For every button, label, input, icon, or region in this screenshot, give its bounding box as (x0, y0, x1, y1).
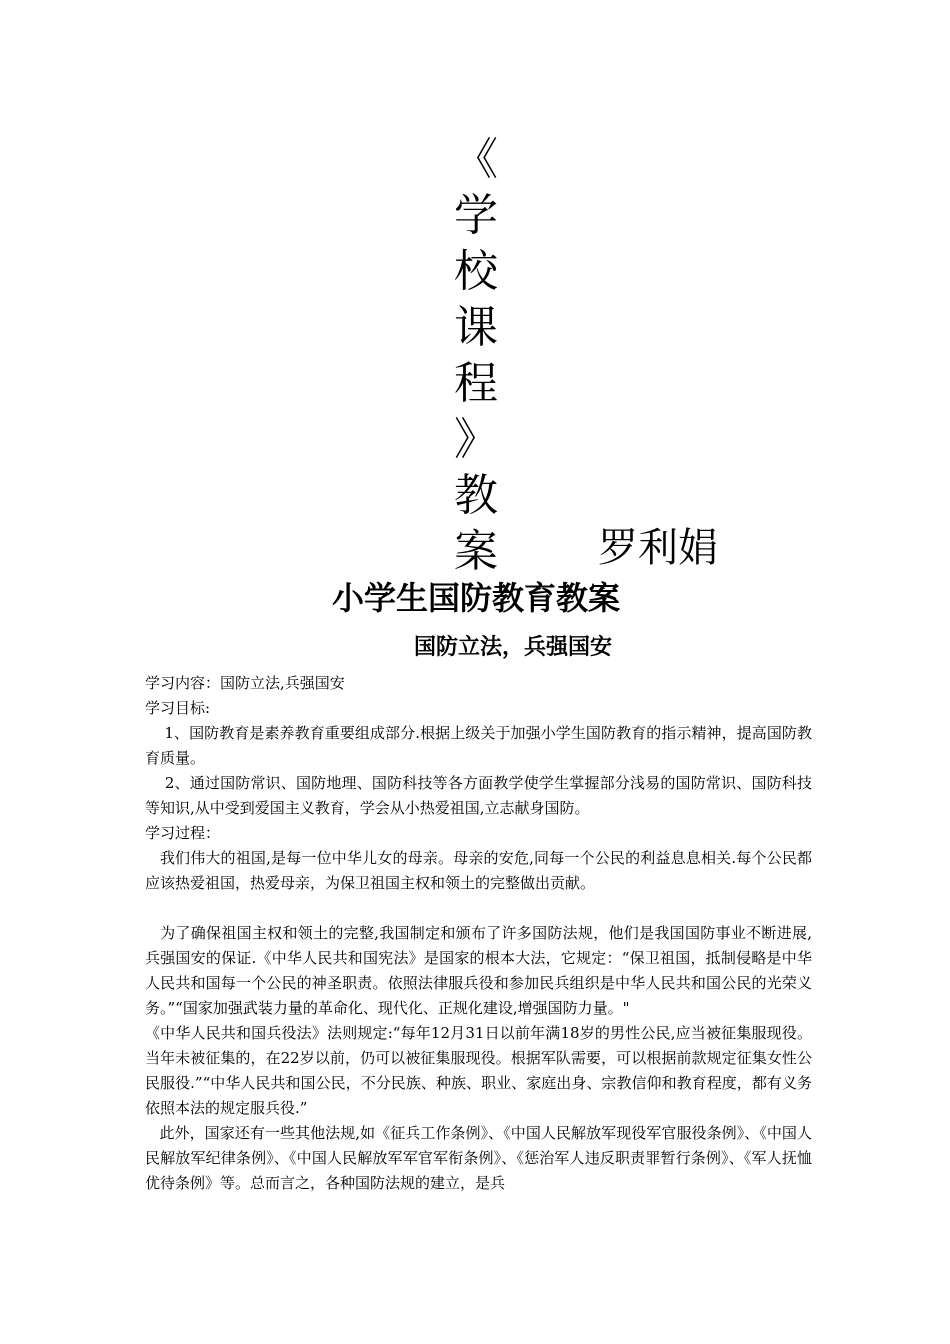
title-char: 程 (454, 358, 498, 409)
goal-item: 1、国防教育是素养教育重要组成部分.根据上级关于加强小学生国防教育的指示精神，提高国防教育质量。 (145, 724, 812, 767)
title-char: 《 (454, 134, 498, 185)
body-paragraph: 此外，国家还有一些其他法规,如《征兵工作条例》、《中国人民解放军现役军官服役条例》、《中国人民解放军纪律条例》、《中国人民解放军军官军衔条例》、《惩治军人违反职责罪暂行条例》、《军人抚恤优待条例》等。总而言之，各种国防法规的建立，是兵 (145, 1124, 812, 1192)
title-char: 课 (454, 302, 498, 353)
body-paragraph: 为了确保祖国主权和领土的完整,我国制定和颁布了许多国防法规，他们是我国国防事业不断进展,兵强国安的保证.《中华人民共和国宪法》是国家的根本大法，它规定：“保卫祖国，抵制侵略是中华人民共和国每一个公民的神圣职责。依照法律服兵役和参加民兵组织是中华人民共和国公民的光荣义务。”“国家加强武装力量的革命化、现代化、正规化建设,增强国防力量。" (145, 924, 812, 1017)
title-char: 校 (454, 246, 498, 297)
cover-vertical-title (446, 132, 506, 580)
title-char: 案 (454, 526, 498, 577)
page-title: 小学生国防教育教案 (331, 579, 620, 617)
page-subtitle: 国防立法，兵强国安 (414, 635, 613, 660)
goals-heading: 学习目标: (145, 699, 211, 717)
document-body (145, 671, 812, 1196)
author-name: 罗利娟 (598, 525, 718, 571)
learning-content: 学习内容：国防立法,兵强国安 (145, 674, 345, 692)
title-char: 学 (454, 190, 498, 241)
goal-item: 2、通过国防常识、国防地理、国防科技等各方面教学使学生掌握部分浅易的国防常识、国防科技等知识,从中受到爱国主义教育，学会从小热爱祖国,立志献身国防。 (145, 774, 812, 817)
title-char: 教 (454, 470, 498, 521)
body-paragraph: 我们伟大的祖国,是每一位中华儿女的母亲。母亲的安危,同每一个公民的利益息息相关.每个公民都应该热爱祖国，热爱母亲，为保卫祖国主权和领土的完整做出贡献。 (145, 849, 812, 892)
process-heading: 学习过程： (145, 824, 221, 842)
paragraph-spacer (145, 896, 812, 921)
body-paragraph: 《中华人民共和国兵役法》法则规定:“每年12月31日以前年满18岁的男性公民,应当被征集服现役。当年未被征集的，在22岁以前，仍可以被征集服现役。根据军队需要，可以根据前款规定征集女性公民服役.”“中华人民共和国公民，不分民族、种族、职业、家庭出身、宗教信仰和教育程度，都有义务依照本法的规定服兵役.” (145, 1024, 812, 1117)
title-char: 》 (454, 414, 498, 465)
